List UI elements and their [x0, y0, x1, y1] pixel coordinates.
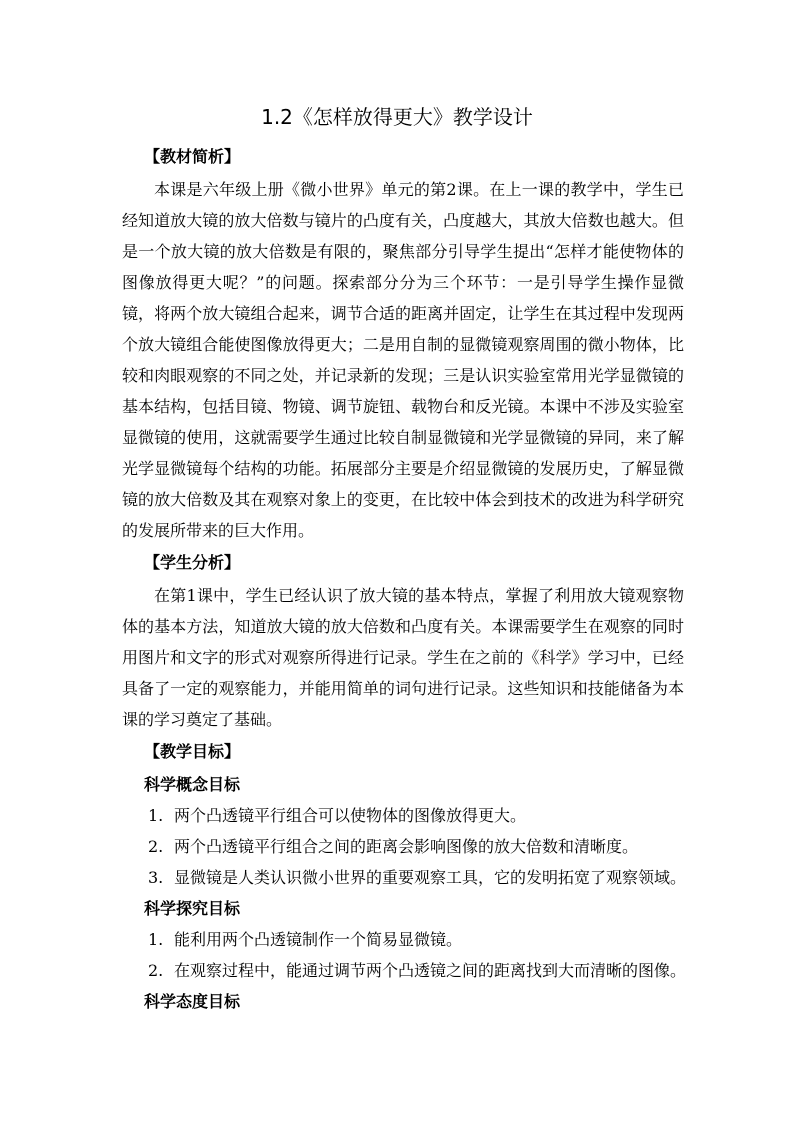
- list-item-text: 显微镜是人类认识微小世界的重要观察工具，它的发明拓宽了观察领域。: [174, 868, 687, 887]
- document-body: [122, 143, 687, 1017]
- list-item-number: 1.: [148, 806, 164, 825]
- list-item: [122, 924, 684, 955]
- list-item-number: 2.: [148, 837, 164, 856]
- section-heading-goals: 【教学目标】: [144, 742, 241, 761]
- list-item-number: 1.: [148, 930, 164, 949]
- list-item-text: 在观察过程中，能通过调节两个凸透镜之间的距离找到大而清晰的图像。: [174, 961, 687, 980]
- list-item-text: 能利用两个凸透镜制作一个简易显微镜。: [174, 930, 463, 949]
- subhead-concept-goals: 科学概念目标: [144, 775, 241, 794]
- list-item: [122, 862, 687, 893]
- section-heading-textbook: 【教材简析】: [144, 147, 241, 166]
- section-heading-students: 【学生分析】: [144, 553, 241, 572]
- student-analysis-paragraph: 在第1课中，学生已经认识了放大镜的基本特点，掌握了利用放大镜观察物体的基本方法，知道放大镜的放大倍数和凸度有关。本课需要学生在观察的同时用图片和文字的形式对观察所得进行记录。学生在之前的《科学》学习中，已经具备了一定的观察能力，并能用简单的词句进行记录。这些知识和技能储备为本课的学习奠定了基础。: [122, 586, 684, 729]
- list-item: [122, 831, 684, 862]
- textbook-analysis-paragraph: 本课是六年级上册《微小世界》单元的第2课。在上一课的教学中，学生已经知道放大镜的放大倍数与镜片的凸度有关，凸度越大，其放大倍数也越大。但是一个放大镜的放大倍数是有限的，聚焦部分引导学生提出“怎样才能使物体的图像放得更大呢？”的问题。探索部分分为三个环节：一是引导学生操作显微镜，将两个放大镜组合起来，调节合适的距离并固定，让学生在其过程中发现两个放大镜组合能使图像放得更大；二是用自制的显微镜观察周围的微小物体，比较和肉眼观察的不同之处，并记录新的发现；三是认识实验室常用光学显微镜的基本结构，包括目镜、物镜、调节旋钮、载物台和反光镜。本课中不涉及实验室显微镜的使用，这就需要学生通过比较自制显微镜和光学显微镜的异同，来了解光学显微镜每个结构的功能。拓展部分主要是介绍显微镜的发展历史，了解显微镜的放大倍数及其在观察对象上的变更，在比较中体会到技术的改进为科学研究的发展所带来的巨大作用。: [122, 180, 684, 540]
- subhead-attitude-goals: 科学态度目标: [144, 992, 241, 1011]
- list-item-text: 两个凸透镜平行组合之间的距离会影响图像的放大倍数和清晰度。: [174, 837, 639, 856]
- list-item-number: 3.: [148, 868, 164, 887]
- list-item: [122, 955, 687, 986]
- subhead-inquiry-goals: 科学探究目标: [144, 899, 241, 918]
- page-title: 1.2《怎样放得更大》教学设计: [261, 105, 533, 129]
- list-item-text: 两个凸透镜平行组合可以使物体的图像放得更大。: [174, 806, 527, 825]
- list-item: [122, 800, 684, 831]
- list-item-number: 2.: [148, 961, 164, 980]
